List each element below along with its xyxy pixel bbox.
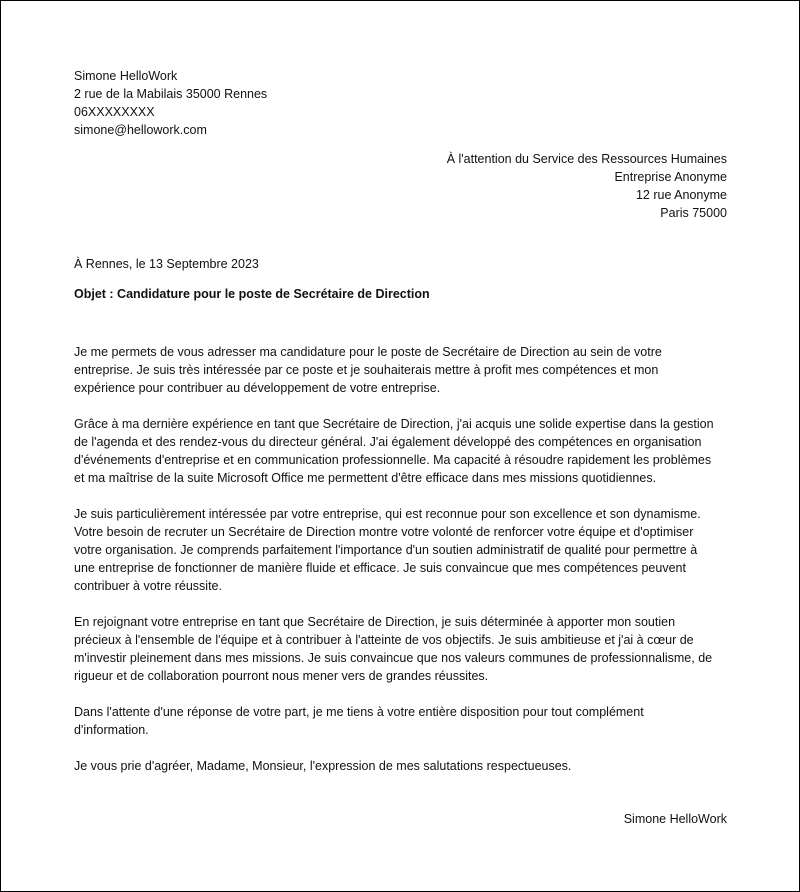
letter-body [74,343,734,793]
body-line: et ma maîtrise de la suite Microsoft Office me permettent d'être efficace dans mes missions quotidiennes. [74,471,657,485]
sender-email: simone@hellowork.com [74,123,207,137]
paragraph-company-interest [74,505,734,595]
recipient-block [447,150,727,222]
recipient-city: Paris 75000 [660,206,727,220]
body-line: entreprise. Je suis très intéressée par ce poste et je souhaiterais mettre à profit mes compétences et mon [74,363,659,377]
paragraph-availability [74,703,734,739]
body-line: votre organisation. Je comprends parfaitement l'importance d'un soutien administratif de qualité pour permettre à [74,543,698,557]
subject-line: Objet : Candidature pour le poste de Secrétaire de Direction [74,287,430,301]
body-line: de l'agenda et des rendez-vous du directeur général. J'ai également développé des compétences en organisation [74,435,702,449]
body-line: Grâce à ma dernière expérience en tant que Secrétaire de Direction, j'ai acquis une solide expertise dans la gestion [74,417,714,431]
sender-block [74,67,267,139]
body-line: Je suis particulièrement intéressée par votre entreprise, qui est reconnue pour son excellence et son dynamisme. [74,507,701,521]
body-line: rigueur et de collaboration pourront nous mener vers de grandes réussites. [74,669,489,683]
sender-address: 2 rue de la Mabilais 35000 Rennes [74,87,268,101]
body-line: contribuer à votre réussite. [74,579,222,593]
body-line: Dans l'attente d'une réponse de votre part, je me tiens à votre entière disposition pour tout complément [74,705,644,719]
body-line: m'investir pleinement dans mes missions. Je suis convaincue que nos valeurs communes de professionnalisme, de [74,651,713,665]
body-line: d'événements d'entreprise et en communication professionnelle. Ma capacité à résoudre rapidement les problèmes [74,453,712,467]
paragraph-motivation [74,613,734,685]
body-line: Je me permets de vous adresser ma candidature pour le poste de Secrétaire de Direction au sein de votre [74,345,662,359]
paragraph-closing [74,757,734,775]
body-line: Je vous prie d'agréer, Madame, Monsieur, l'expression de mes salutations respectueuses. [74,759,572,773]
recipient-street: 12 rue Anonyme [635,188,727,202]
body-line: Votre besoin de recruter un Secrétaire de Direction montre votre volonté de renforcer votre équipe et d'optimiser [74,525,694,539]
body-line: une entreprise de fonctionner de manière fluide et efficace. Je suis convaincue que mes compétences peuvent [74,561,686,575]
sender-phone: 06XXXXXXXX [74,105,155,119]
recipient-attention: À l'attention du Service des Ressources Humaines [446,152,727,166]
recipient-company: Entreprise Anonyme [614,170,727,184]
paragraph-intro [74,343,734,397]
body-line: expérience pour contribuer au développement de votre entreprise. [74,381,441,395]
paragraph-experience [74,415,734,487]
sender-name: Simone HelloWork [74,69,178,83]
body-line: d'information. [74,723,149,737]
date-line: À Rennes, le 13 Septembre 2023 [74,257,259,271]
signature: Simone HelloWork [623,812,727,826]
body-line: précieux à l'ensemble de l'équipe et à contribuer à l'atteinte de vos objectifs. Je suis ambitieuse et j'ai à cœur de [74,633,694,647]
body-line: En rejoignant votre entreprise en tant que Secrétaire de Direction, je suis déterminée à apporter mon soutien [74,615,676,629]
